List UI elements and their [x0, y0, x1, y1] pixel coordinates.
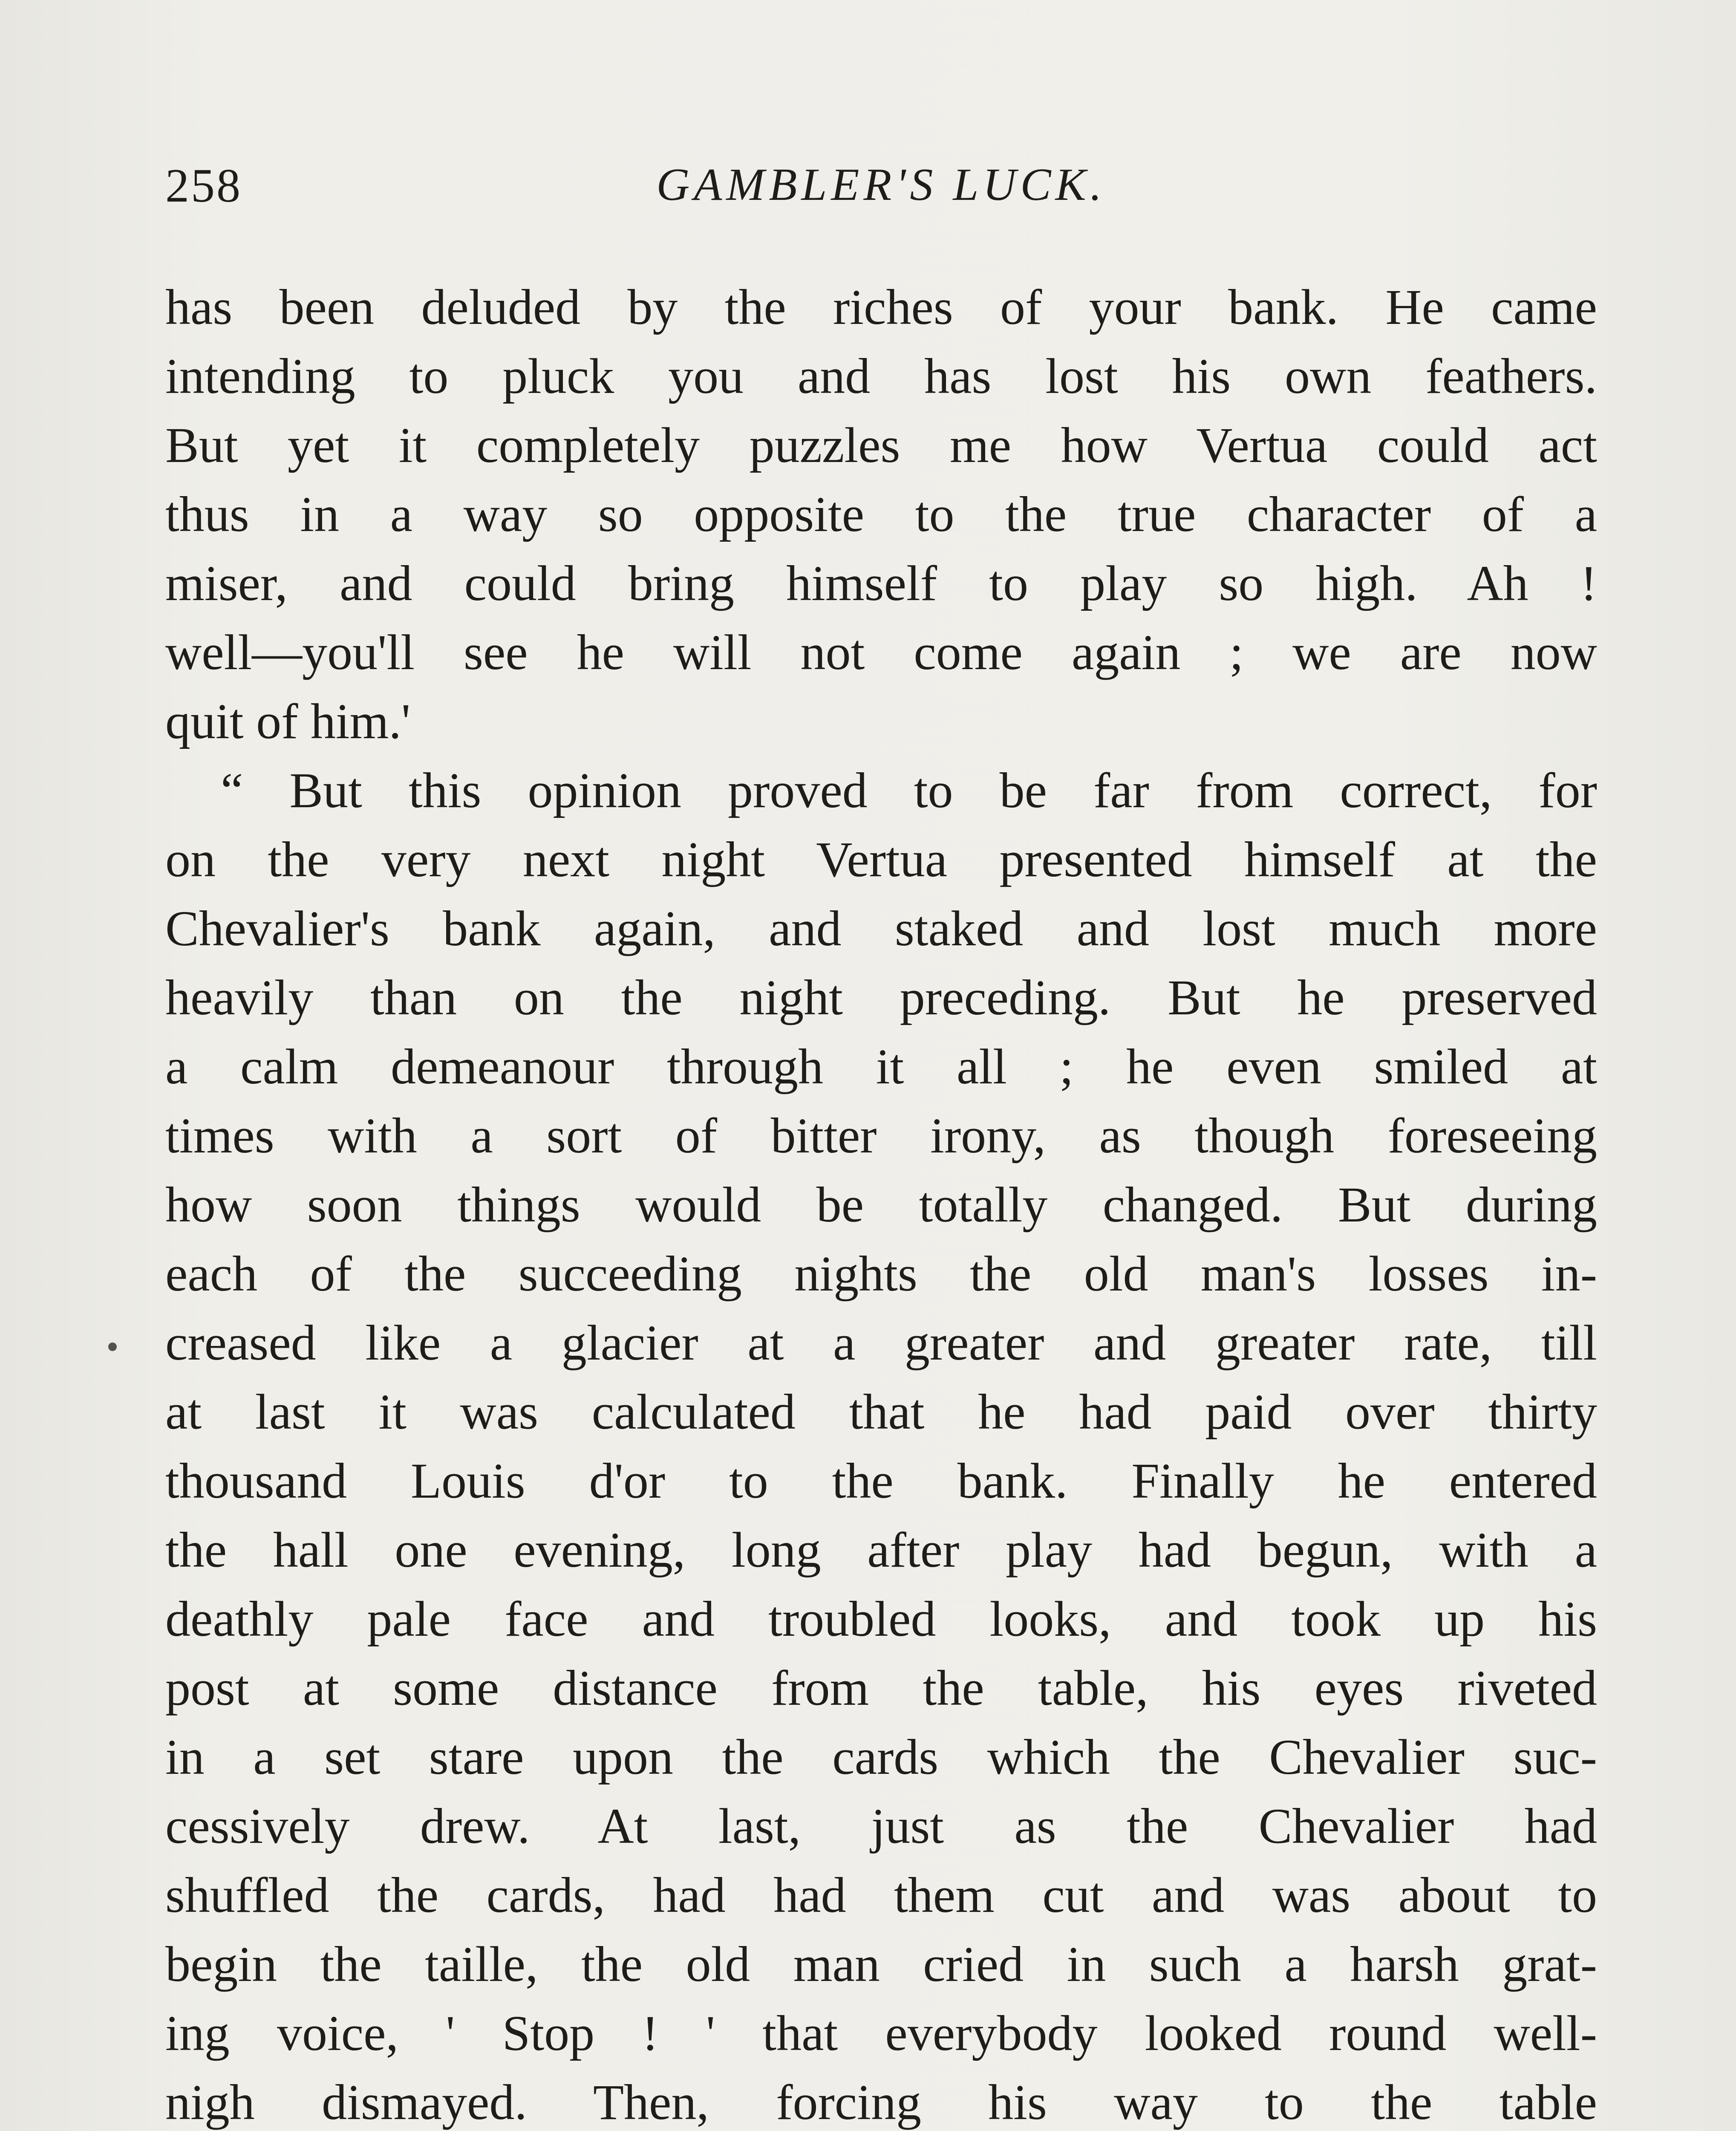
text-line: each of the succeeding nights the old man's losses in- [165, 1246, 1597, 1302]
page-number: 258 [165, 159, 242, 212]
text-line: post at some distance from the table, his eyes riveted [165, 1660, 1597, 1716]
text-line: a calm demeanour through it all ; he even smiled at [165, 1039, 1597, 1094]
text-line: intending to pluck you and has lost his own feathers. [165, 348, 1597, 404]
text-line: But yet it completely puzzles me how Vertua could act [165, 417, 1597, 473]
text-line: quit of him.' [165, 693, 411, 749]
text-line: thus in a way so opposite to the true character of a [165, 486, 1597, 542]
text-line: shuffled the cards, had had them cut and was about to [165, 1867, 1597, 1923]
text-line: how soon things would be totally changed. But during [165, 1177, 1597, 1233]
text-line: in a set stare upon the cards which the Chevalier suc- [165, 1729, 1597, 1785]
text-line: ing voice, ' Stop ! ' that everybody looked round well- [165, 2005, 1597, 2061]
text-line: well—you'll see he will not come again ; we are now [165, 624, 1597, 680]
text-line: has been deluded by the riches of your bank. He came [165, 279, 1597, 335]
text-line: nigh dismayed. Then, forcing his way to the table [165, 2074, 1597, 2130]
text-line: cessively drew. At last, just as the Chevalier had [165, 1798, 1597, 1854]
running-head: GAMBLER'S LUCK. [656, 159, 1106, 210]
text-line: Chevalier's bank again, and staked and lost much more [165, 901, 1597, 956]
margin-dot [108, 1343, 117, 1351]
text-line: deathly pale face and troubled looks, and took up his [165, 1591, 1597, 1647]
text-line: at last it was calculated that he had paid over thirty [165, 1384, 1597, 1440]
text-line: the hall one evening, long after play had begun, with a [165, 1522, 1597, 1578]
body-text [165, 273, 1597, 2131]
text-line: begin the taille, the old man cried in such a harsh grat- [165, 1936, 1597, 1992]
text-line: times with a sort of bitter irony, as though foreseeing [165, 1108, 1597, 1164]
page-header [165, 159, 1597, 227]
text-line: “ But this opinion proved to be far from correct, for [221, 762, 1597, 818]
text-line: on the very next night Vertua presented himself at the [165, 832, 1597, 887]
text-line: heavily than on the night preceding. But he preserved [165, 970, 1597, 1025]
text-line: creased like a glacier at a greater and greater rate, till [165, 1315, 1597, 1371]
text-line: miser, and could bring himself to play so high. Ah ! [165, 555, 1597, 611]
text-line: thousand Louis d'or to the bank. Finally he entered [165, 1453, 1597, 1509]
